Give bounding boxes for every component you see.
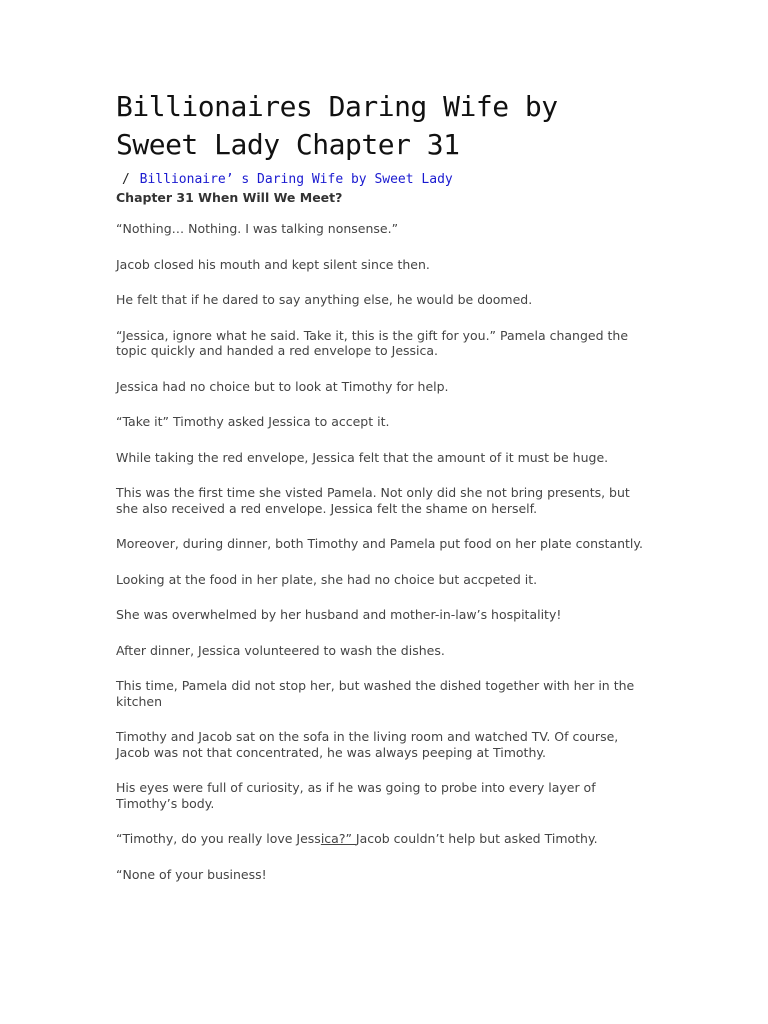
paragraph: Jessica had no choice but to look at Timothy for help. [116,378,449,394]
article [116,88,646,902]
breadcrumb-book-link[interactable]: Billionaire’ s Daring Wife by Sweet Lady [139,172,453,187]
paragraph: His eyes were full of curiosity, as if he was going to probe into every layer of Timothy’s body. [116,780,596,811]
chapter-heading: Chapter 31 When Will We Meet? [116,190,343,205]
paragraph: She was overwhelmed by her husband and mother-in-law’s hospitality! [116,607,562,622]
underlined-text: ica?” [320,831,356,846]
paragraph: “Jessica, ignore what he said. Take it, this is the gift for you.” Pamela changed the topic quickly and handed a red envelope to Jessica. [116,327,629,358]
paragraph: This time, Pamela did not stop her, but washed the dished together with her in the kitchen [116,678,635,709]
paragraph: Jacob closed his mouth and kept silent since then. [116,256,430,272]
paragraph: “Nothing… Nothing. I was talking nonsense.” [116,221,399,236]
breadcrumb-separator: / [122,172,130,187]
paragraph-question-start: “Timothy, do you really love Jess [116,831,321,846]
paragraph: After dinner, Jessica volunteered to wash the dishes. [116,642,445,658]
article-title: Billionaires Daring Wife by Sweet Lady Chapter 31 [116,90,558,161]
paragraph-question [116,831,646,847]
paragraph: Timothy and Jacob sat on the sofa in the living room and watched TV. Of course, Jacob was not that concentrated, he was always peeping at Timothy. [116,729,619,760]
paragraph: Looking at the food in her plate, she had no choice but accpeted it. [116,571,538,587]
breadcrumb [116,171,646,189]
paragraph: While taking the red envelope, Jessica felt that the amount of it must be huge. [116,449,609,465]
paragraph: Moreover, during dinner, both Timothy and Pamela put food on her plate constantly. [116,536,643,551]
paragraph: “None of your business! [116,866,267,882]
paragraph-question-end: Jacob couldn’t help but asked Timothy. [355,831,598,846]
paragraph: “Take it” Timothy asked Jessica to accept it. [116,414,390,429]
paragraph: This was the first time she visted Pamela. Not only did she not bring presents, but she also received a red envelope. Jessica felt the shame on herself. [116,485,630,516]
paragraph: He felt that if he dared to say anything else, he would be doomed. [116,292,533,307]
